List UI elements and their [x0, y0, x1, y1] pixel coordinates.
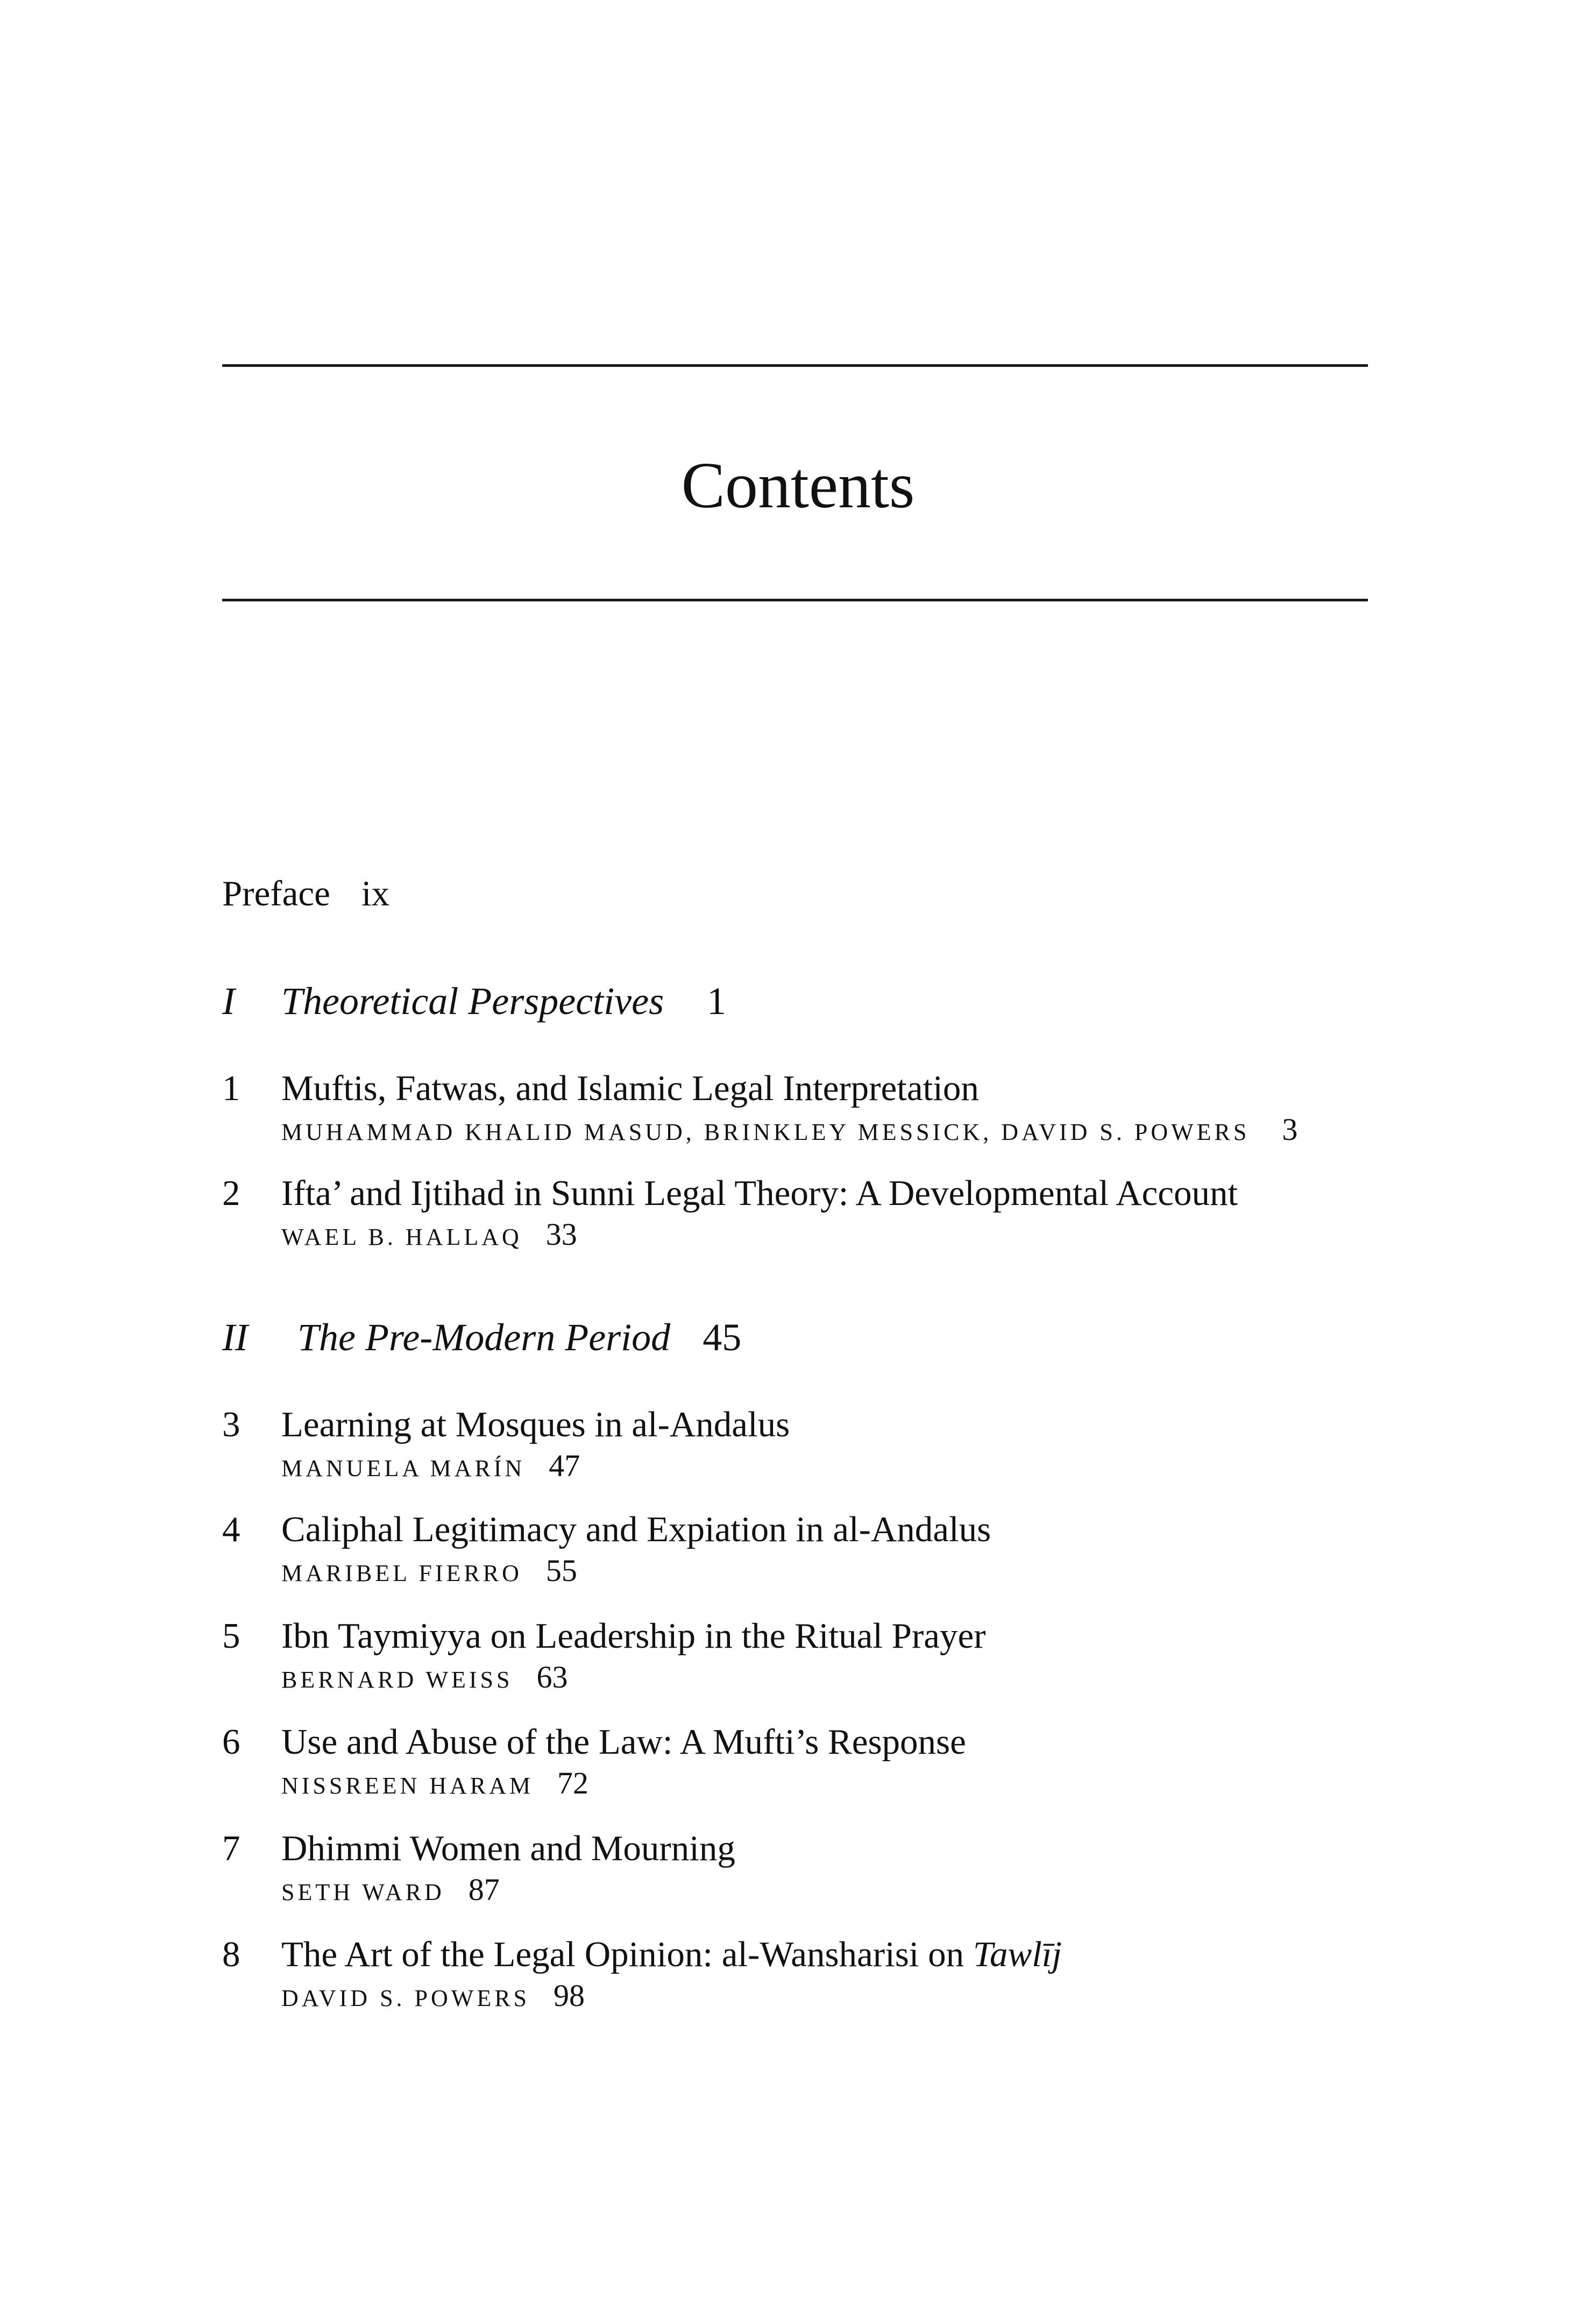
toc-part-1[interactable] [222, 980, 727, 1023]
chapter-page: 47 [549, 1448, 580, 1483]
chapter-number: 5 [222, 1616, 240, 1656]
part-numeral: II [222, 1316, 248, 1359]
chapter-page: 3 [1282, 1112, 1298, 1147]
chapter-byline [281, 1662, 568, 1693]
part-page: 45 [703, 1316, 742, 1359]
chapter-title: Use and Abuse of the Law: A Mufti’s Response [281, 1722, 966, 1762]
chapter-title: Dhimmi Women and Mourning [281, 1828, 735, 1868]
chapter-authors: MUHAMMAD KHALID MASUD, BRINKLEY MESSICK, DAVID S. POWERS [281, 1119, 1250, 1145]
chapter-title-italic-term: Tawlīj [973, 1934, 1062, 1974]
part-title: Theoretical Perspectives [281, 980, 664, 1023]
chapter-title: Ibn Taymiyya on Leadership in the Ritual Prayer [281, 1616, 986, 1656]
toc-preface[interactable] [222, 876, 389, 912]
chapter-number: 6 [222, 1722, 240, 1762]
chapter-title: Caliphal Legitimacy and Expiation in al-Andalus [281, 1509, 991, 1549]
chapter-authors: SETH WARD [281, 1879, 445, 1905]
page-title: Contents [681, 449, 915, 522]
top-rule [222, 364, 1368, 367]
chapter-byline [281, 1980, 585, 2011]
part-title: The Pre-Modern Period [297, 1316, 671, 1359]
chapter-byline [281, 1219, 577, 1250]
chapter-title [281, 1934, 1062, 1974]
chapter-page: 72 [557, 1766, 589, 1800]
chapter-authors: NISSREEN HARAM [281, 1773, 534, 1799]
chapter-number: 3 [222, 1405, 240, 1444]
chapter-title: Learning at Mosques in al-Andalus [281, 1405, 790, 1444]
preface-page: ix [361, 874, 389, 913]
chapter-number: 1 [222, 1068, 240, 1108]
chapter-number: 7 [222, 1828, 240, 1868]
chapter-authors: WAEL B. HALLAQ [281, 1224, 522, 1250]
chapter-authors: DAVID S. POWERS [281, 1985, 530, 2011]
chapter-page: 55 [545, 1553, 577, 1588]
chapter-byline [281, 1114, 1297, 1145]
chapter-page: 33 [545, 1217, 577, 1252]
chapter-title-text: The Art of the Legal Opinion: al-Wansharisi on [281, 1934, 964, 1974]
chapter-byline [281, 1768, 588, 1799]
chapter-title: Ifta’ and Ijtihad in Sunni Legal Theory: A Developmental Account [281, 1173, 1238, 1213]
chapter-authors: MARIBEL FIERRO [281, 1560, 522, 1586]
toc-part-2[interactable] [222, 1318, 741, 1357]
chapter-byline [281, 1450, 580, 1481]
preface-label: Preface [222, 874, 330, 913]
part-numeral: I [222, 980, 235, 1023]
chapter-page: 63 [536, 1660, 568, 1695]
chapter-page: 98 [554, 1978, 585, 2013]
chapter-byline [281, 1874, 500, 1905]
chapter-page: 87 [468, 1872, 500, 1907]
chapter-byline [281, 1555, 577, 1586]
part-page: 1 [707, 980, 727, 1023]
chapter-authors: BERNARD WEISS [281, 1667, 513, 1693]
bottom-rule [222, 599, 1368, 601]
chapter-title: Muftis, Fatwas, and Islamic Legal Interpretation [281, 1068, 979, 1108]
chapter-authors: MANUELA MARÍN [281, 1455, 526, 1481]
chapter-number: 4 [222, 1509, 240, 1549]
chapter-number: 8 [222, 1934, 240, 1974]
chapter-number: 2 [222, 1173, 240, 1213]
